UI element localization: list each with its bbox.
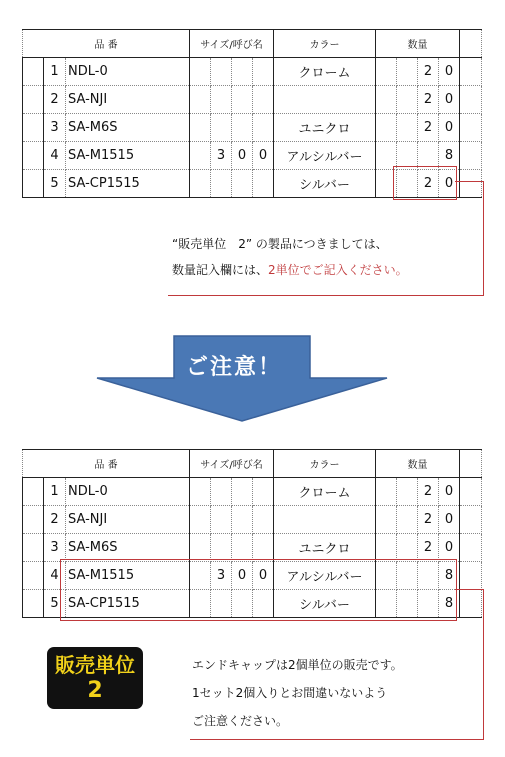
note-1-line-2 [172, 257, 408, 283]
color-name: ユニクロ [274, 114, 376, 142]
row-number: 5 [44, 170, 66, 198]
qty-digit: 0 [439, 170, 460, 198]
table-row [23, 86, 482, 114]
size-digit [253, 506, 274, 534]
qty-digit [397, 534, 418, 562]
header-product-no: 品 番 [23, 30, 190, 58]
table-row [23, 506, 482, 534]
size-digit [211, 534, 232, 562]
size-digit [253, 114, 274, 142]
qty-digit: 2 [418, 86, 439, 114]
size-digit: 0 [253, 562, 274, 590]
note-1-line-1: “販売単位 2” の製品につきましては、 [172, 237, 388, 251]
qty-digit [376, 534, 397, 562]
color-name: アルシルバー [274, 562, 376, 590]
qty-digit [397, 506, 418, 534]
table-header [23, 450, 482, 478]
row-trailing-cell [460, 142, 482, 170]
row-trailing-cell [460, 170, 482, 198]
size-digit [211, 170, 232, 198]
qty-digit: 0 [439, 534, 460, 562]
sales-unit-badge [47, 647, 143, 709]
row-number: 5 [44, 590, 66, 618]
row-margin-cell [23, 562, 44, 590]
qty-digit: 2 [418, 506, 439, 534]
row-margin-cell [23, 506, 44, 534]
header-size: サイズ/呼び名 [190, 450, 274, 478]
row-margin-cell [23, 590, 44, 618]
size-digit [190, 170, 211, 198]
table-header [23, 30, 482, 58]
color-name: クローム [274, 478, 376, 506]
header-color: カラー [274, 30, 376, 58]
size-digit [253, 86, 274, 114]
size-digit [211, 506, 232, 534]
size-digit [253, 534, 274, 562]
qty-digit: 0 [439, 478, 460, 506]
callout-line [455, 589, 484, 590]
row-margin-cell [23, 478, 44, 506]
qty-digit [376, 506, 397, 534]
header-product-no: 品 番 [23, 450, 190, 478]
size-digit [232, 58, 253, 86]
row-trailing-cell [460, 590, 482, 618]
row-number: 1 [44, 58, 66, 86]
qty-digit: 2 [418, 478, 439, 506]
qty-digit [376, 58, 397, 86]
size-digit: 0 [253, 142, 274, 170]
size-digit: 0 [232, 142, 253, 170]
qty-digit: 0 [439, 506, 460, 534]
color-name: シルバー [274, 590, 376, 618]
qty-digit: 0 [439, 114, 460, 142]
highlight-rows-box [60, 559, 457, 621]
size-digit [190, 478, 211, 506]
row-trailing-cell [460, 478, 482, 506]
row-trailing-cell [460, 534, 482, 562]
size-digit [232, 506, 253, 534]
qty-digit [397, 86, 418, 114]
size-digit [190, 142, 211, 170]
qty-digit [397, 478, 418, 506]
callout-line [483, 181, 484, 296]
part-number: SA-M1515 [66, 562, 190, 590]
size-digit [211, 58, 232, 86]
arrow-label: ご注意！ [186, 355, 283, 380]
part-number: SA-CP1515 [66, 590, 190, 618]
note-2 [192, 651, 403, 735]
qty-digit: 2 [418, 170, 439, 198]
row-number: 2 [44, 86, 66, 114]
qty-digit: 0 [439, 58, 460, 86]
color-name [274, 506, 376, 534]
part-number: NDL-0 [66, 478, 190, 506]
row-trailing-cell [460, 114, 482, 142]
table-row [23, 58, 482, 86]
callout-line [455, 181, 484, 182]
part-number: SA-M1515 [66, 142, 190, 170]
size-digit [190, 58, 211, 86]
size-digit [211, 478, 232, 506]
row-number: 4 [44, 142, 66, 170]
color-name: アルシルバー [274, 142, 376, 170]
note-1-line-2-emphasis: 2単位でご記入ください。 [268, 263, 408, 277]
row-number: 3 [44, 534, 66, 562]
row-number: 4 [44, 562, 66, 590]
qty-digit [397, 58, 418, 86]
qty-digit: 0 [439, 86, 460, 114]
size-digit [253, 170, 274, 198]
qty-digit: 2 [418, 114, 439, 142]
qty-digit: 8 [439, 590, 460, 618]
note-1-line-2-text: 数量記入欄には、 [172, 263, 269, 277]
size-digit [190, 506, 211, 534]
qty-digit [376, 86, 397, 114]
qty-digit: 8 [439, 142, 460, 170]
part-number: SA-M6S [66, 114, 190, 142]
size-digit: 3 [211, 562, 232, 590]
note-2-line-1: エンドキャップは2個単位の販売です。 [192, 658, 403, 672]
row-margin-cell [23, 114, 44, 142]
part-number: SA-NJI [66, 86, 190, 114]
part-number: SA-M6S [66, 534, 190, 562]
table-row [23, 114, 482, 142]
row-margin-cell [23, 142, 44, 170]
header-color: カラー [274, 450, 376, 478]
note-1 [172, 231, 408, 283]
size-digit [232, 534, 253, 562]
callout-line [483, 589, 484, 740]
color-name: ユニクロ [274, 534, 376, 562]
note-2-line-3: ご注意ください。 [192, 714, 289, 728]
table-row [23, 534, 482, 562]
size-digit [232, 86, 253, 114]
color-name: シルバー [274, 170, 376, 198]
row-trailing-cell [460, 86, 482, 114]
size-digit [190, 86, 211, 114]
size-digit [211, 86, 232, 114]
header-qty: 数量 [376, 30, 460, 58]
badge-line-2: 2 [87, 678, 103, 703]
qty-digit: 2 [418, 58, 439, 86]
row-margin-cell [23, 170, 44, 198]
row-trailing-cell [460, 506, 482, 534]
row-trailing-cell [460, 562, 482, 590]
part-number: SA-NJI [66, 506, 190, 534]
highlight-qty-box [393, 166, 457, 200]
qty-digit: 8 [439, 562, 460, 590]
header-size: サイズ/呼び名 [190, 30, 274, 58]
color-name: クローム [274, 58, 376, 86]
size-digit [253, 58, 274, 86]
size-digit [211, 114, 232, 142]
row-margin-cell [23, 534, 44, 562]
size-digit: 0 [232, 562, 253, 590]
badge-line-1: 販売単位 [55, 653, 135, 677]
size-digit [190, 534, 211, 562]
qty-digit [376, 114, 397, 142]
part-number: NDL-0 [66, 58, 190, 86]
size-digit [232, 478, 253, 506]
qty-digit [397, 114, 418, 142]
row-margin-cell [23, 58, 44, 86]
size-digit [190, 114, 211, 142]
size-digit [253, 478, 274, 506]
size-digit [232, 170, 253, 198]
part-number: SA-CP1515 [66, 170, 190, 198]
header-blank [460, 450, 482, 478]
callout-line [168, 295, 484, 296]
header-blank [460, 30, 482, 58]
row-number: 3 [44, 114, 66, 142]
table-row [23, 478, 482, 506]
header-qty: 数量 [376, 450, 460, 478]
qty-digit: 2 [418, 534, 439, 562]
row-trailing-cell [460, 58, 482, 86]
row-margin-cell [23, 86, 44, 114]
size-digit: 3 [211, 142, 232, 170]
qty-digit [376, 478, 397, 506]
row-number: 2 [44, 506, 66, 534]
note-2-line-2: 1セット2個入りとお間違いないよう [192, 686, 388, 700]
row-number: 1 [44, 478, 66, 506]
callout-line [190, 739, 484, 740]
color-name [274, 86, 376, 114]
size-digit [232, 114, 253, 142]
